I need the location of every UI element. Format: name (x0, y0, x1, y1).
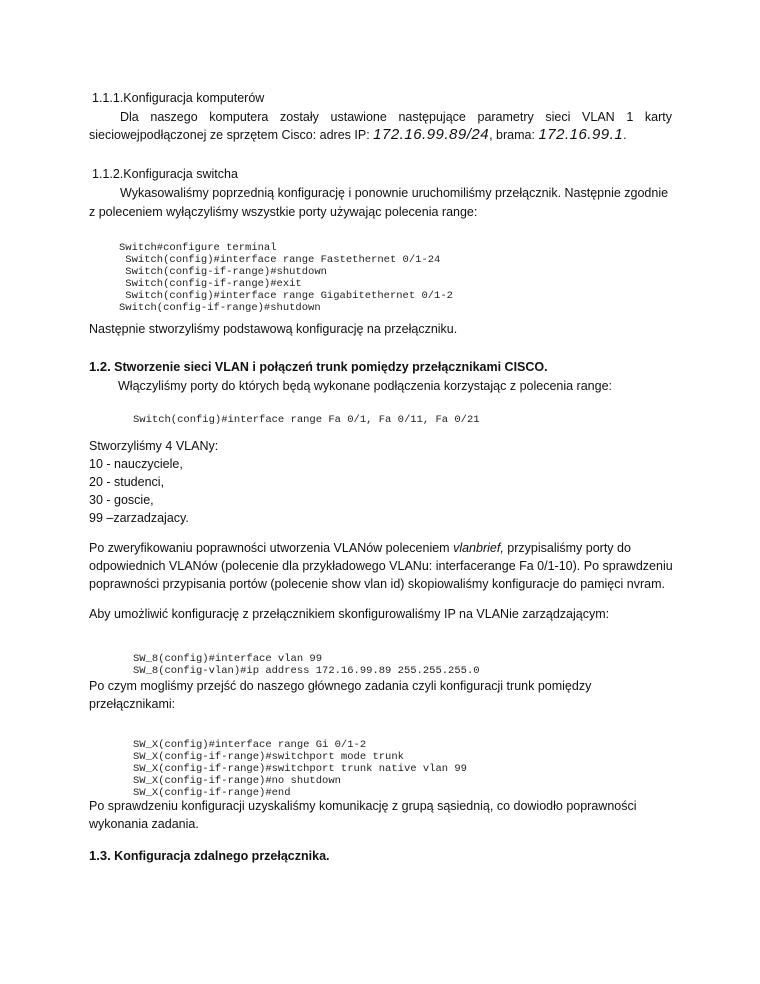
s112-after-text: Następnie stworzyliśmy podstawową konfigurację na przełączniku. (89, 322, 458, 336)
code-range-ports: Switch(config)#interface range Fa 0/1, Fa 0/11, Fa 0/21 (133, 414, 480, 426)
para1-line3: poprawności przypisania portów (polecenie show vlan id) skopiowaliśmy konfiguracje do pamięci nvram. (89, 577, 665, 591)
para3-line2: przełącznikami: (89, 697, 176, 711)
vlans-intro: Stworzyliśmy 4 VLANy: (89, 439, 219, 453)
para1-line2: odpowiednich VLANów (polecenie dla przykładowego VLANu: interfacerange Fa 0/1-10). Po sprawdzeniu (89, 559, 673, 573)
code-line: SW_X(config-if-range)#end (133, 787, 291, 799)
s111-line2-prefix: sieciowejpodłączonej ze sprzętem Cisco: adres IP: (89, 128, 374, 142)
code-line: SW_X(config-if-range)#no shutdown (133, 775, 341, 787)
para3-line1: Po czym mogliśmy przejść do naszego głównego zadania czyli konfiguracji trunk pomiędzy (89, 679, 592, 693)
code-line: SW_X(config-if-range)#switchport mode trunk (133, 751, 404, 763)
section-1-2-heading (89, 359, 548, 375)
ip-address-value: 172.16.99.89/24 (373, 126, 490, 143)
code-line: SW_8(config-vlan)#ip address 172.16.99.89 255.255.255.0 (133, 665, 480, 677)
s12-intro: Włączyliśmy porty do których będą wykonane podłączenia korzystając z polecenia range: (118, 379, 612, 393)
s111-paragraph-line2 (89, 127, 627, 143)
s112-paragraph-line2: z poleceniem wyłączyliśmy wszystkie porty używając polecenia range: (89, 205, 478, 219)
s111-line2-mid: , brama: (489, 128, 539, 142)
vlan-list-item: 99 –zarzadzajacy. (89, 511, 189, 525)
code-line: Switch(config-if-range)#shutdown (119, 302, 321, 314)
section-1-2-title: Stworzenie sieci VLAN i połączeń trunk pomiędzy przełącznikami CISCO. (114, 360, 548, 374)
code-block-shutdown (119, 230, 453, 326)
code-line: SW_X(config-if-range)#switchport trunk native vlan 99 (133, 763, 467, 775)
s111-paragraph-line1: Dla naszego komputera zostały ustawione następujące parametry sieci VLAN 1 karty (120, 110, 672, 124)
section-1-3-heading (89, 848, 330, 864)
code-line: Switch(config-if-range)#exit (119, 278, 302, 290)
para4-line2: wykonania zadania. (89, 817, 199, 831)
section-1-3-number: 1.3. (89, 848, 111, 863)
para1-line1 (89, 540, 631, 556)
vlan-list-item: 20 - studenci, (89, 475, 165, 489)
s111-line2-end: . (623, 128, 627, 142)
code-line: Switch#configure terminal (119, 242, 277, 254)
para1-line1-pre: Po zweryfikowaniu poprawności utworzenia VLANów poleceniem (89, 541, 454, 555)
para1-line1-post: przypisaliśmy porty do (503, 541, 631, 555)
para4-line1: Po sprawdzeniu konfiguracji uzyskaliśmy komunikację z grupą sąsiednią, co dowiodło poprawności (89, 799, 637, 813)
code-line: Switch(config)#interface range Gigabitethernet 0/1-2 (119, 290, 453, 302)
section-1-3-title: Konfiguracja zdalnego przełącznika. (114, 849, 330, 863)
section-1-1-1-title: 1.1.1.Konfiguracja komputerów (92, 91, 265, 105)
s112-paragraph-line1: Wykasowaliśmy poprzednią konfigurację i ponownie uruchomiliśmy przełącznik. Następnie zgodnie (120, 186, 669, 200)
gateway-value: 172.16.99.1 (538, 126, 624, 143)
vlanbrief-command: vlanbrief, (453, 541, 504, 555)
code-line: Switch(config-if-range)#shutdown (119, 266, 327, 278)
section-1-2-number: 1.2. (89, 359, 111, 374)
section-1-1-2-title: 1.1.2.Konfiguracja switcha (92, 167, 238, 181)
vlan-list-item: 10 - nauczyciele, (89, 457, 183, 471)
code-line: Switch(config)#interface range Fastethernet 0/1-24 (119, 254, 441, 266)
code-line: SW_X(config)#interface range Gi 0/1-2 (133, 739, 367, 751)
code-line: SW_8(config)#interface vlan 99 (133, 653, 323, 665)
para2: Aby umożliwić konfigurację z przełącznikiem skonfigurowaliśmy IP na VLANie zarządzającym: (89, 607, 610, 621)
vlan-list-item: 30 - goscie, (89, 493, 154, 507)
